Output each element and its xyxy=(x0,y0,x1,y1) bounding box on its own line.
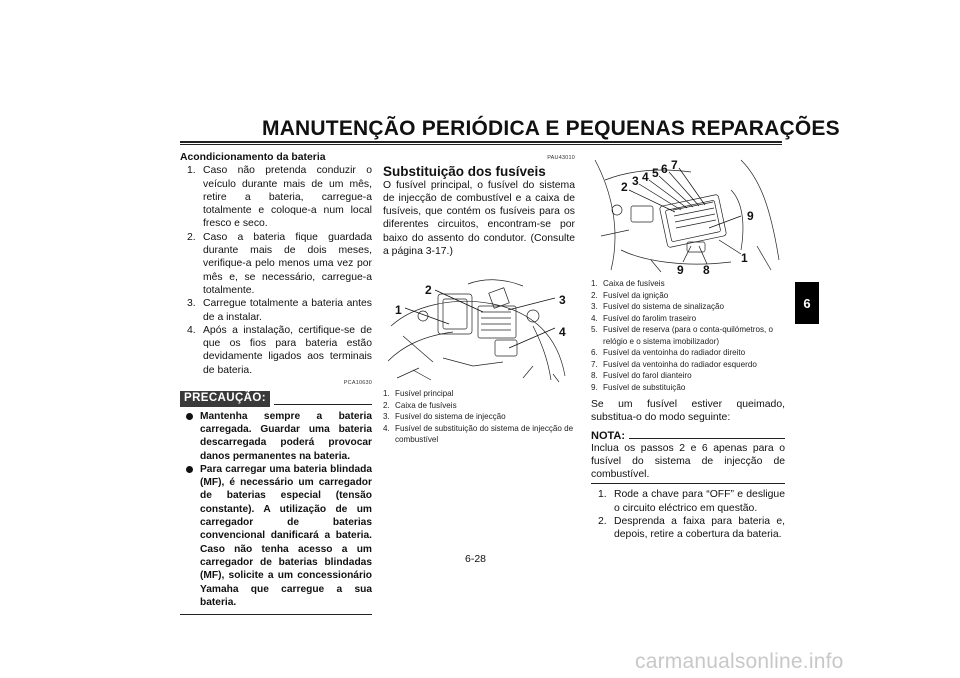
list-item: 3. Carregue totalmente a bateria antes de a instalar. xyxy=(187,298,372,323)
reference-code: PAU43010 xyxy=(547,155,575,161)
figure-label: 6 xyxy=(661,162,668,176)
figure-label: 1 xyxy=(395,303,402,318)
list-item: 4. Fusível do farolim traseiro xyxy=(591,313,697,323)
reference-code: PCA10630 xyxy=(343,380,372,387)
caution-label: PRECAUÇÃO: xyxy=(180,391,270,406)
list-item: 7. Fusível da ventoinha do radiador esquerdo xyxy=(591,359,757,369)
list-item: 2. Fusível da ignição xyxy=(591,290,669,300)
battery-storage-heading: Acondicionamento da bateria xyxy=(180,152,326,163)
figure-label: 8 xyxy=(703,263,710,274)
note-header xyxy=(591,430,785,442)
list-item: 5. Fusível de reserva (para o conta-quilómetros, o relógio e o sistema imobilizador) xyxy=(591,325,774,346)
figure-label: 9 xyxy=(747,209,754,223)
list-item: 4. Fusível de substituição do sistema de injecção de combustível xyxy=(383,423,574,445)
list-item: 1. Caso não pretenda conduzir o veículo durante mais de um mês, retire a bateria, carregue-a totalmente e coloque-a num local fresco e seco. xyxy=(187,165,372,230)
list-item: 4. Após a instalação, certifique-se de que os fios para bateria estão devidamente ligados aos terminais de bateria. xyxy=(187,324,372,376)
list-item: 1. Fusível principal xyxy=(383,389,454,399)
bullet-icon xyxy=(186,466,193,473)
caution-header xyxy=(180,391,372,406)
page-number: 6-28 xyxy=(465,553,487,565)
fuse-box-figure xyxy=(591,150,785,274)
list-item: 2. Desprenda a faixa para bateria e, depois, retire a cobertura da bateria. xyxy=(598,516,785,541)
note-label: NOTA: xyxy=(591,429,626,442)
bullet-icon xyxy=(186,413,193,420)
figure-label: 4 xyxy=(559,325,566,340)
list-item: 8. Fusível do farol dianteiro xyxy=(591,371,692,380)
figure-label: 3 xyxy=(559,293,566,308)
column-fuse-replacement xyxy=(383,152,575,446)
battery-steps xyxy=(180,164,372,377)
list-item: Para carregar uma bateria blindada (MF), é necessário um carregador de baterias especial (tensão constante). A utilização de um carregador de baterias convencional danificará a bateria. Caso não tenha acesso a um carregador de baterias blindadas (MF), solicite a um concessionário Yamaha que carregue a sua bateria. xyxy=(180,463,372,609)
list-item: 6. Fusível da ventoinha do radiador direito xyxy=(591,348,746,357)
figure-label: 5 xyxy=(652,166,659,180)
page-title: MANUTENÇÃO PERIÓDICA E PEQUENAS REPARAÇÕES xyxy=(262,117,840,140)
figure-label: 7 xyxy=(671,158,678,172)
figure-captions xyxy=(591,278,785,393)
list-item: 1. Caixa de fusíveis xyxy=(591,279,665,288)
figure-label: 1 xyxy=(741,251,748,265)
caution-list xyxy=(180,410,372,609)
note-end-rule xyxy=(591,483,785,484)
list-item: 2. Caixa de fusíveis xyxy=(383,400,457,410)
list-item: 2. Caso a bateria fique guardada durante mais de dois meses, verifique-a pelo menos uma vez por mês e, se necessário, carregue-a totalmente. xyxy=(187,231,372,296)
chapter-tab: 6 xyxy=(795,282,819,324)
replace-paragraph: Se um fusível estiver queimado, substitua-o do modo seguinte: xyxy=(591,399,785,424)
list-item: Mantenha sempre a bateria carregada. Guardar uma bateria descarregada poderá provocar danos permanentes na bateria. xyxy=(180,410,372,463)
figure-captions xyxy=(383,388,575,446)
column-fuse-box xyxy=(591,150,785,542)
fuse-steps xyxy=(591,488,785,541)
figure-label: 2 xyxy=(621,180,628,194)
caution-end-rule xyxy=(180,614,372,615)
watermark: carmanualsonline.info xyxy=(635,650,844,673)
column-battery-storage xyxy=(180,151,372,615)
note-text: Inclua os passos 2 e 6 apenas para o fusível do sistema de injecção de combustível. xyxy=(591,442,785,481)
figure-label: 9 xyxy=(677,263,684,274)
fuse-location-figure xyxy=(383,266,575,384)
figure-label: 3 xyxy=(632,174,639,188)
header-rule-thin xyxy=(180,144,782,145)
header-rule xyxy=(180,141,782,143)
list-item: 1. Rode a chave para “OFF” e desligue o circuito eléctrico em questão. xyxy=(598,489,785,514)
intro-paragraph: O fusível principal, o fusível do sistema de injecção de combustível e a caixa de fusíveis, que contém os fusíveis para os diferentes circuitos, encontram-se por baixo do assento do condutor. (Consulte a página 3-17.) xyxy=(383,179,575,258)
figure-label: 4 xyxy=(642,170,649,184)
list-item: 3. Fusível do sistema de sinalização xyxy=(591,302,725,311)
section-title: Substituição dos fusíveis xyxy=(383,164,546,180)
list-item: 3. Fusível do sistema de injecção xyxy=(383,412,506,422)
list-item: 9. Fusível de substituição xyxy=(591,382,686,392)
figure-label: 2 xyxy=(425,283,432,298)
